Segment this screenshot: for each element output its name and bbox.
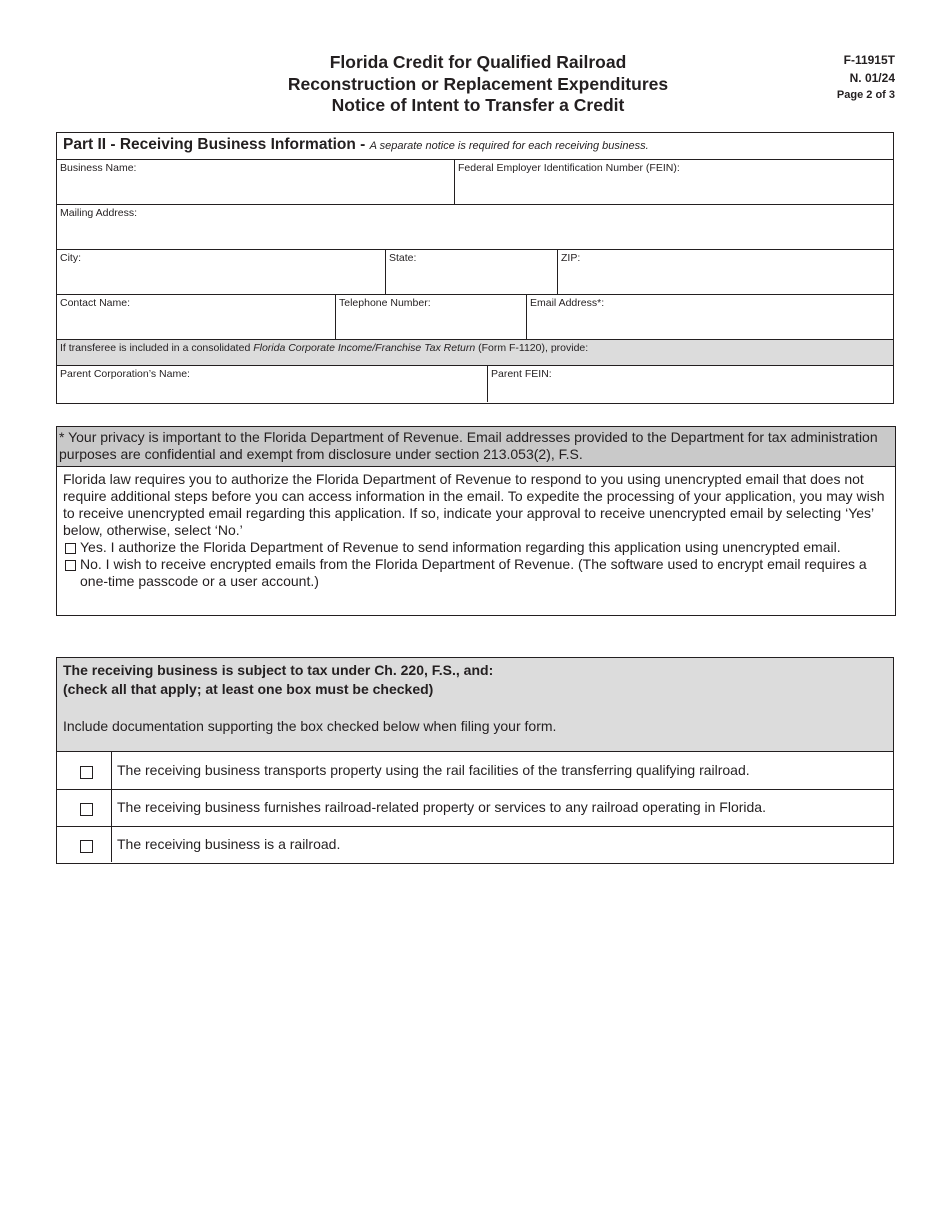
- eligibility-text: The receiving business is a railroad.: [117, 836, 341, 852]
- parent-fein-label: Parent FEIN:: [491, 368, 552, 380]
- email-label: Email Address*:: [530, 297, 605, 309]
- part2-receiving-business: [56, 132, 894, 404]
- option-yes-label: Yes. I authorize the Florida Department of Revenue to send information regarding this application using unencrypted email.: [80, 539, 841, 555]
- is-railroad-checkbox[interactable]: [80, 840, 93, 853]
- title-line-2: Reconstruction or Replacement Expenditures: [287, 73, 669, 94]
- privacy-section: [56, 426, 896, 616]
- part2-title: Part II - Receiving Business Information - A separate notice is required for each receiving business.: [63, 136, 649, 153]
- fein-field[interactable]: [454, 160, 894, 204]
- tax-eligibility-header: [57, 658, 893, 752]
- tax-eligibility-section: [56, 657, 894, 864]
- eligibility-row: [57, 752, 893, 790]
- parent-name-field[interactable]: [57, 366, 487, 402]
- furnishes-property-checkbox[interactable]: [80, 803, 93, 816]
- title-line-1: Florida Credit for Qualified Railroad: [329, 52, 627, 72]
- row-parent: [57, 366, 893, 402]
- part2-header: [57, 133, 893, 160]
- option-yes: [63, 539, 891, 556]
- form-title: [200, 52, 756, 117]
- consolidated-note-form-name: Florida Corporate Income/Franchise Tax Return: [253, 342, 476, 354]
- row-city-state-zip: [57, 250, 893, 295]
- parent-fein-field[interactable]: [487, 366, 894, 402]
- page-number: Page 2 of 3: [836, 89, 895, 101]
- business-name-field[interactable]: [57, 160, 454, 204]
- mailing-address-label: Mailing Address:: [60, 207, 138, 219]
- eligibility-row: [57, 826, 893, 863]
- telephone-label: Telephone Number:: [339, 297, 431, 309]
- consolidated-return-note: [57, 340, 893, 366]
- consolidated-note-suffix: (Form F-1120), provide:: [475, 342, 589, 354]
- mailing-address-field[interactable]: [57, 205, 893, 249]
- no-checkbox[interactable]: [65, 560, 76, 571]
- city-field[interactable]: [57, 250, 385, 294]
- contact-name-field[interactable]: [57, 295, 335, 339]
- yes-checkbox[interactable]: [65, 543, 76, 554]
- transports-property-checkbox[interactable]: [80, 766, 93, 779]
- contact-name-label: Contact Name:: [60, 297, 131, 309]
- email-field[interactable]: [526, 295, 894, 339]
- form-identifier: [790, 52, 895, 105]
- title-line-3: Notice of Intent to Transfer a Credit: [331, 95, 625, 115]
- zip-label: ZIP:: [561, 252, 581, 264]
- row-mailing-address: [57, 205, 893, 250]
- documentation-note: Include documentation supporting the box checked below when filing your form.: [63, 718, 557, 734]
- email-authorization-text: Florida law requires you to authorize the Florida Department of Revenue to respond to you using unencrypted email that does not require additional steps before you can access information in the email. To expedite the processing of your application, you may wish to receive unencrypted email regarding this application. If so, indicate your approval to receive unencrypted email by selecting ‘Yes’ below, otherwise, select ‘No.’: [63, 471, 885, 538]
- telephone-field[interactable]: [335, 295, 527, 339]
- tax-heading-line-2: (check all that apply; at least one box must be checked): [63, 681, 434, 697]
- zip-field[interactable]: [557, 250, 894, 294]
- form-revision: N. 01/24: [849, 70, 895, 85]
- tax-heading-line-1: The receiving business is subject to tax under Ch. 220, F.S., and:: [63, 662, 494, 678]
- fein-label: Federal Employer Identification Number (FEIN):: [458, 162, 680, 174]
- option-no-label: No. I wish to receive encrypted emails from the Florida Department of Revenue. (The software used to encrypt email requires a one-time passcode or a user account.): [80, 556, 867, 589]
- state-label: State:: [389, 252, 417, 264]
- eligibility-row: [57, 789, 893, 827]
- form-number: F-11915T: [843, 53, 895, 67]
- consolidated-note-text: If transferee is included in a consolidated: [60, 342, 254, 354]
- row-contact: [57, 295, 893, 340]
- privacy-notice: * Your privacy is important to the Florida Department of Revenue. Email addresses provided to the Department for tax administration purposes are confidential and exempt from disclosure under section 213.053(2), F.S.: [57, 427, 895, 467]
- email-authorization: [63, 471, 891, 590]
- parent-name-label: Parent Corporation’s Name:: [60, 368, 190, 380]
- eligibility-text: The receiving business transports property using the rail facilities of the transferring qualifying railroad.: [117, 762, 750, 778]
- option-no: [63, 556, 891, 590]
- row-business-name: [57, 160, 893, 205]
- business-name-label: Business Name:: [60, 162, 137, 174]
- part2-subtitle: A separate notice is required for each receiving business.: [369, 140, 649, 152]
- city-label: City:: [60, 252, 81, 264]
- state-field[interactable]: [385, 250, 558, 294]
- eligibility-text: The receiving business furnishes railroad-related property or services to any railroad operating in Florida.: [117, 799, 766, 815]
